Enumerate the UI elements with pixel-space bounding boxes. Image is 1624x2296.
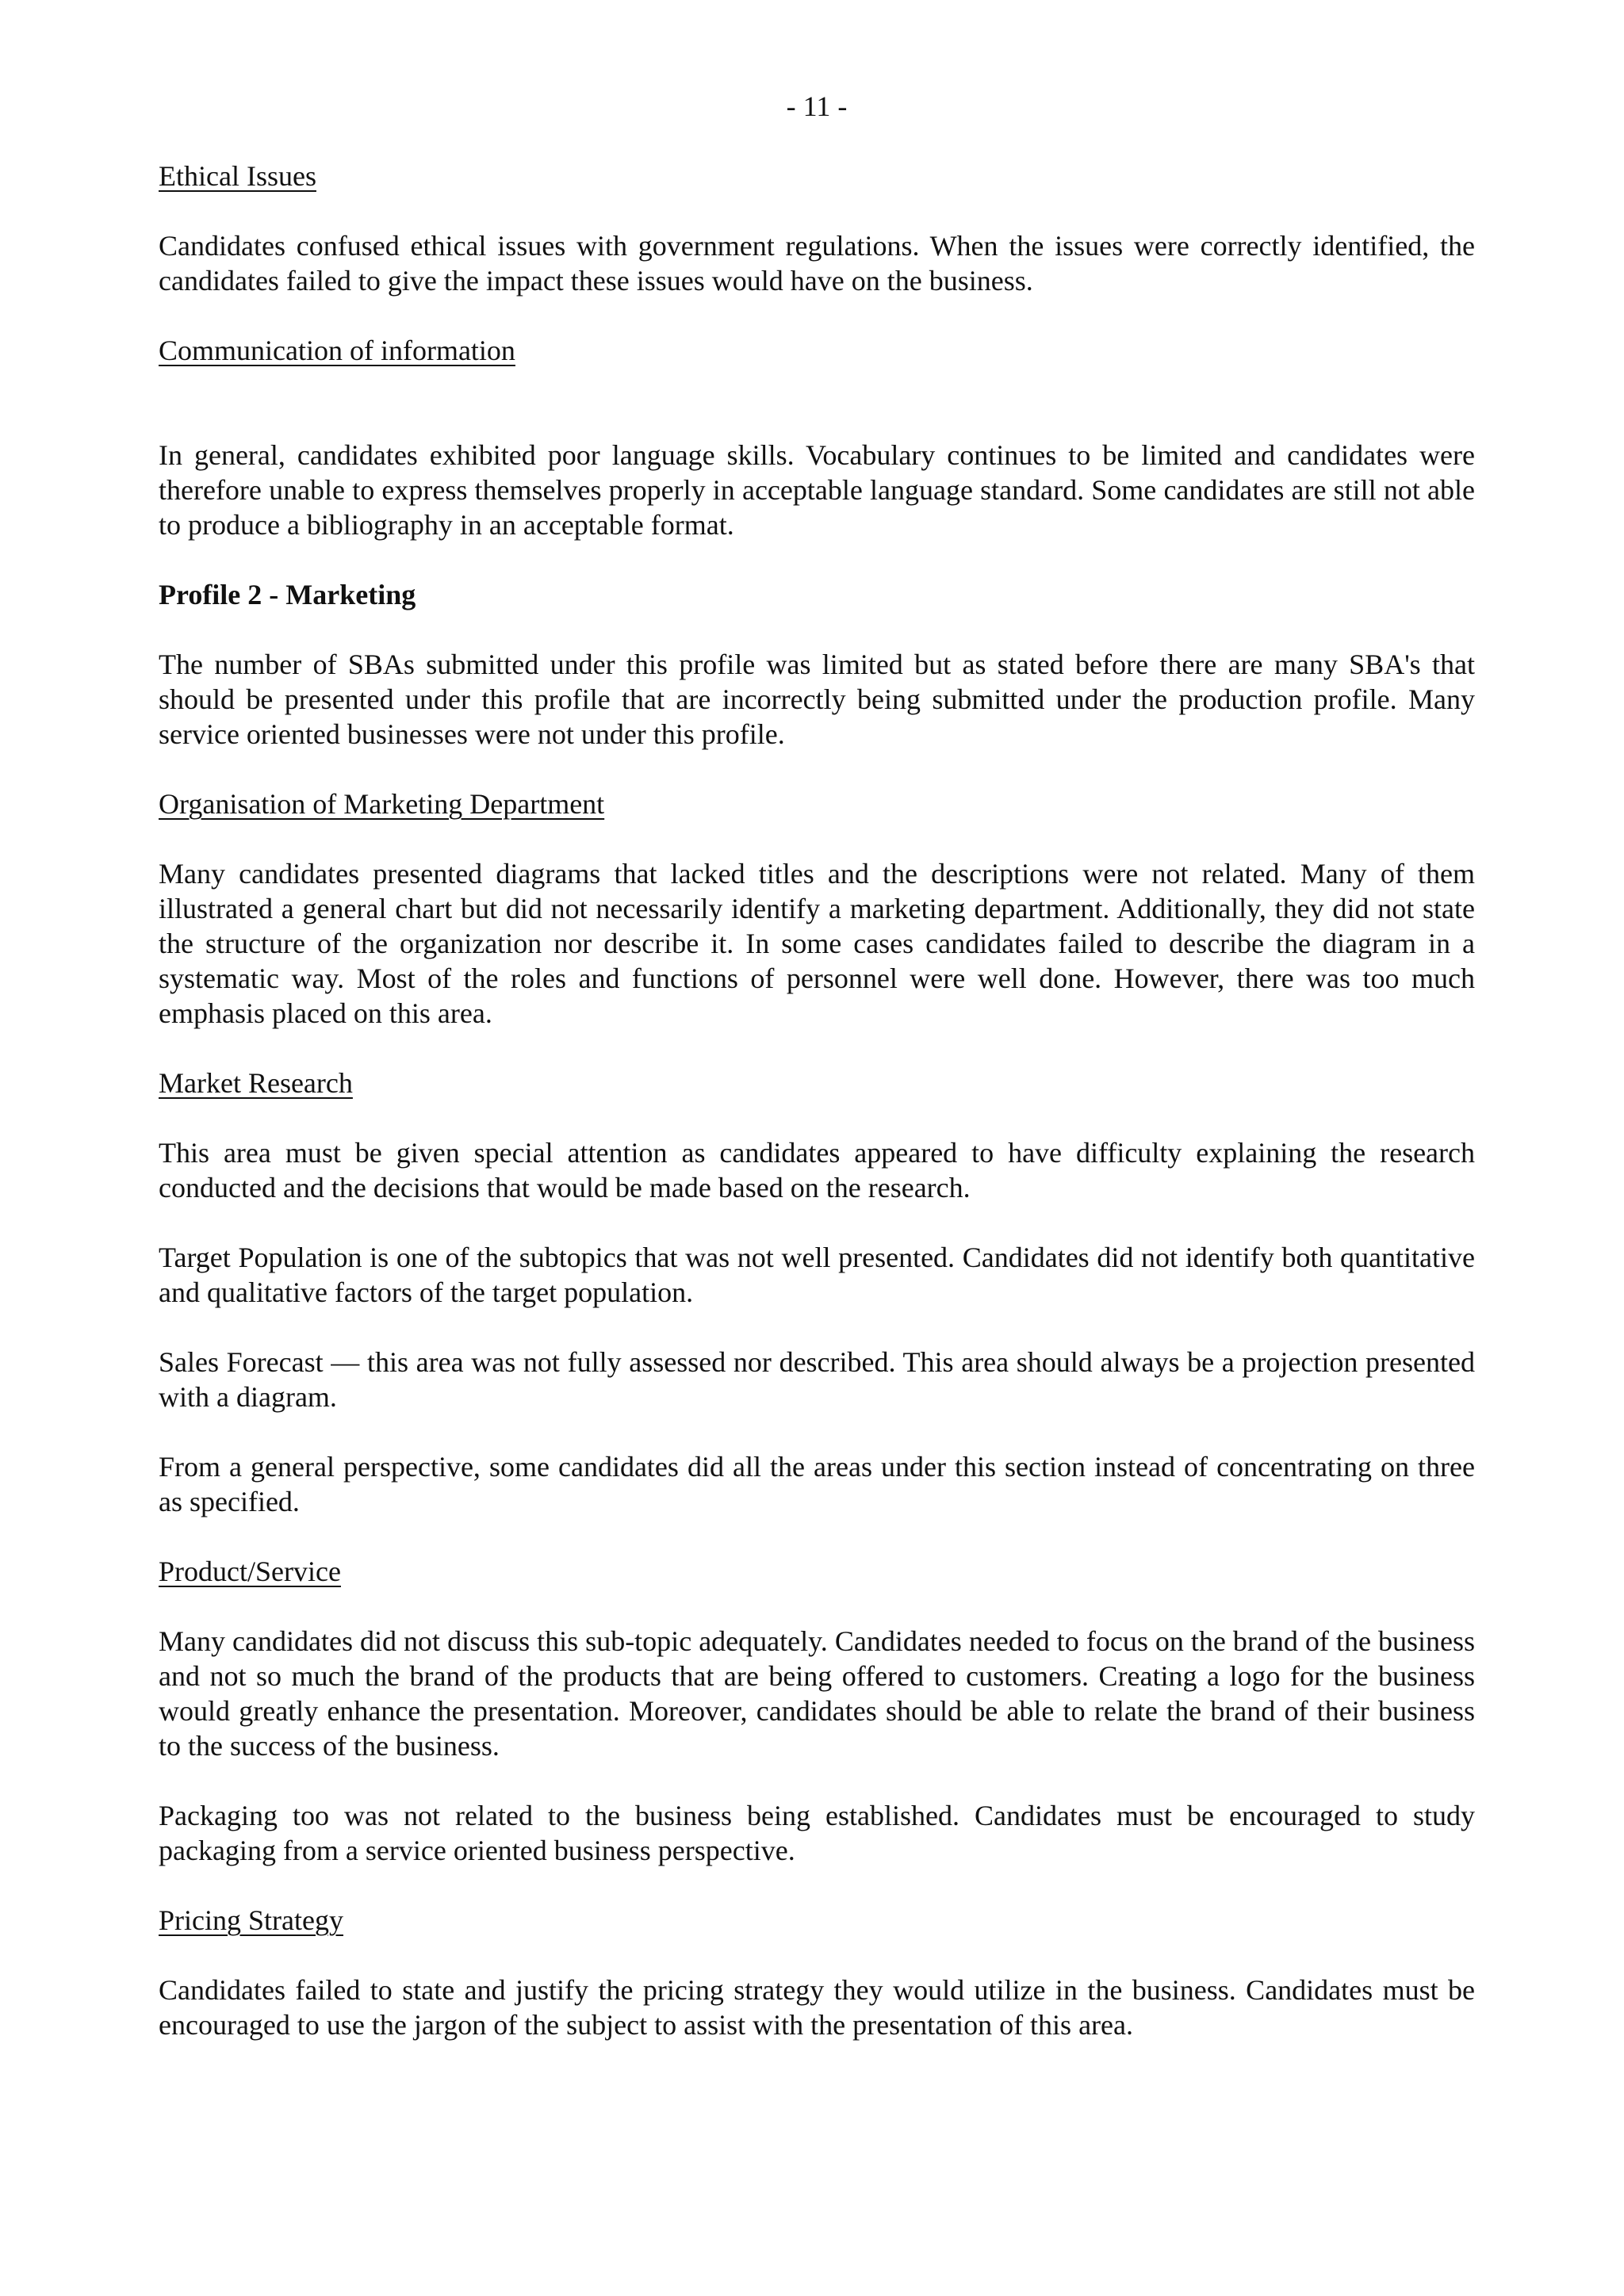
heading-organisation-of-marketing-department: Organisation of Marketing Department bbox=[159, 788, 605, 820]
heading-product-service: Product/Service bbox=[159, 1556, 341, 1587]
paragraph-product-service-2: Packaging too was not related to the business being established. Candidates must be encouraged to study packaging from a service oriented business perspective. bbox=[159, 1800, 1475, 1866]
document-page bbox=[159, 89, 1475, 2077]
heading-communication-of-information: Communication of information bbox=[159, 335, 515, 366]
heading-ethical-issues: Ethical Issues bbox=[159, 160, 316, 192]
heading-market-research: Market Research bbox=[159, 1067, 353, 1099]
paragraph-market-research-2: Target Population is one of the subtopics that was not well presented. Candidates did not identify both quantitative and qualitative factors of the target population. bbox=[159, 1242, 1475, 1308]
paragraph-profile-2: The number of SBAs submitted under this profile was limited but as stated before there are many SBA's that should be presented under this profile that are incorrectly being submitted under the production profile. Many service oriented businesses were not under this profile. bbox=[159, 649, 1475, 750]
heading-profile-2-marketing: Profile 2 - Marketing bbox=[159, 579, 416, 610]
paragraph-organisation: Many candidates presented diagrams that lacked titles and the descriptions were not related. Many of them illustrated a general chart but did not necessarily identify a marketing department. Additionally, they did not state the structure of the organization nor describe it. In some cases candidates failed to describe the diagram in a systematic way. Most of the roles and functions of personnel were well done. However, there was too much emphasis placed on this area. bbox=[159, 858, 1475, 1029]
heading-pricing-strategy: Pricing Strategy bbox=[159, 1904, 343, 1936]
page-number: - 11 - bbox=[786, 90, 848, 122]
paragraph-pricing-strategy: Candidates failed to state and justify the pricing strategy they would utilize in the business. Candidates must be encouraged to use the jargon of the subject to assist with the presentation of this area. bbox=[159, 1974, 1475, 2041]
paragraph-market-research-4: From a general perspective, some candidates did all the areas under this section instead of concentrating on three as specified. bbox=[159, 1451, 1475, 1517]
paragraph-market-research-1: This area must be given special attention as candidates appeared to have difficulty explaining the research conducted and the decisions that would be made based on the research. bbox=[159, 1137, 1475, 1203]
paragraph-ethical-issues: Candidates confused ethical issues with government regulations. When the issues were correctly identified, the candidates failed to give the impact these issues would have on the business. bbox=[159, 230, 1475, 297]
spacer bbox=[159, 403, 1475, 438]
paragraph-communication: In general, candidates exhibited poor language skills. Vocabulary continues to be limited and candidates were therefore unable to express themselves properly in acceptable language standard. Some candidates are still not able to produce a bibliography in an acceptable format. bbox=[159, 439, 1475, 541]
paragraph-market-research-3: Sales Forecast — this area was not fully assessed nor described. This area should always be a projection presented with a diagram. bbox=[159, 1346, 1475, 1413]
paragraph-product-service-1: Many candidates did not discuss this sub-topic adequately. Candidates needed to focus on the brand of the business and not so much the brand of the products that are being offered to customers. Creating a logo for the business would greatly enhance the presentation. Moreover, candidates should be able to relate the brand of their business to the success of the business. bbox=[159, 1625, 1475, 1762]
